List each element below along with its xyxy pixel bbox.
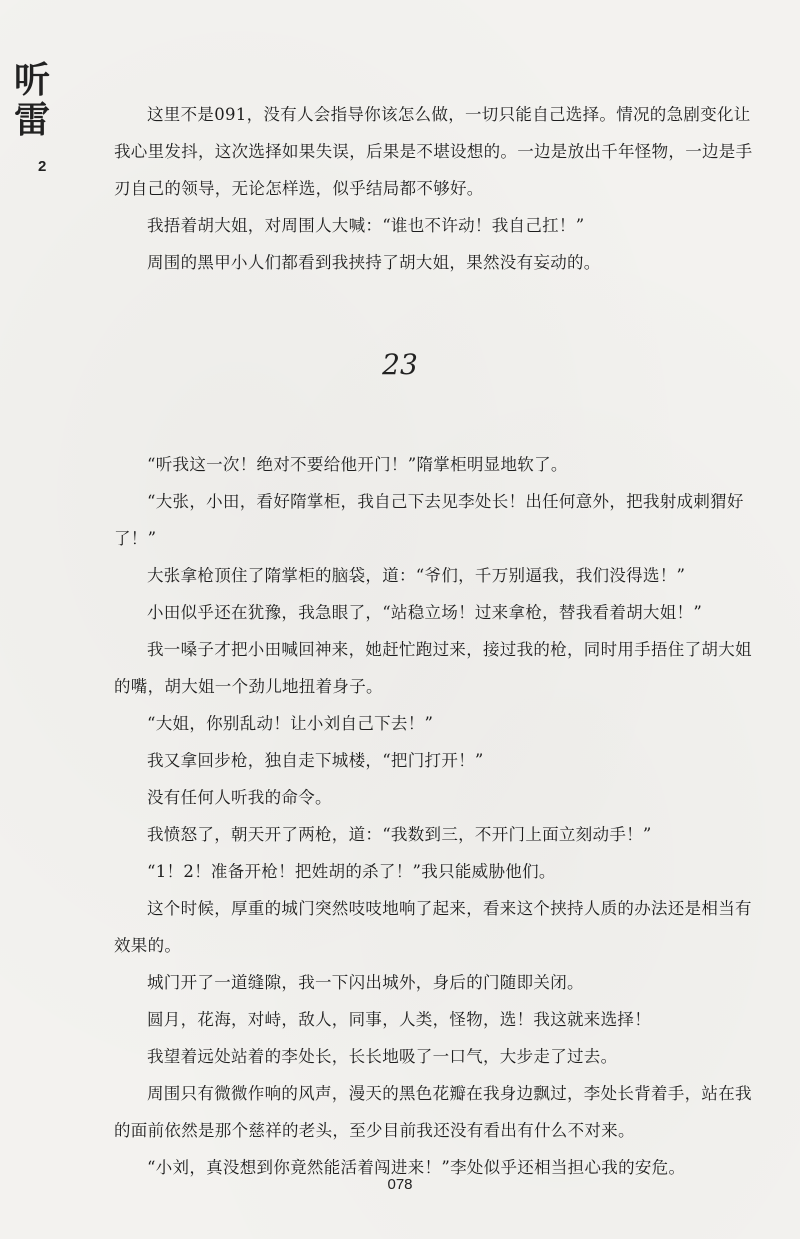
running-header-volume: 2 [38,158,47,175]
paragraph: “大张，小田，看好隋掌柜，我自己下去见李处长！出任何意外，把我射成刺猬好了！” [114,492,744,548]
paragraph: “大姐，你别乱动！让小刘自己下去！” [147,714,434,733]
paragraph: 大张拿枪顶住了隋掌柜的脑袋，道：“爷们，千万别逼我，我们没得选！” [147,566,686,585]
paragraph: “1！2！准备开枪！把姓胡的杀了！”我只能威胁他们。 [147,862,556,881]
paragraph: 周围的黑甲小人们都看到我挟持了胡大姐，果然没有妄动的。 [147,253,601,272]
paragraph: 没有任何人听我的命令。 [147,788,332,807]
paragraph: 周围只有微微作响的风声，漫天的黑色花瓣在我身边飘过，李处长背着手，站在我的面前依然是那个慈祥的老头，至少目前我还没有看出有什么不对来。 [114,1084,752,1140]
paragraph: 我一嗓子才把小田喊回神来，她赶忙跑过来，接过我的枪，同时用手捂住了胡大姐的嘴，胡大姐一个劲儿地扭着身子。 [114,640,752,696]
paragraph: 这个时候，厚重的城门突然吱吱地响了起来，看来这个挟持人质的办法还是相当有效果的。 [114,899,752,955]
page-number: 078 [387,1176,413,1193]
paragraph: “小刘，真没想到你竟然能活着闯进来！”李处似乎还相当担心我的安危。 [147,1158,686,1177]
header-title-char-2: 雷 [13,99,50,141]
paragraph: 我愤怒了，朝天开了两枪，道：“我数到三，不开门上面立刻动手！” [147,825,652,844]
paragraph: “听我这一次！绝对不要给他开门！”隋掌柜明显地软了。 [147,455,568,474]
top-text-block [114,96,754,281]
chapter-number: 23 [382,348,418,381]
paragraph: 我望着远处站着的李处长，长长地吸了一口气，大步走了过去。 [147,1047,618,1066]
paragraph: 我捂着胡大姐，对周围人大喊：“谁也不许动！我自己扛！” [147,216,585,235]
paragraph: 小田似乎还在犹豫，我急眼了，“站稳立场！过来拿枪，替我看着胡大姐！” [147,603,703,622]
paragraph: 我又拿回步枪，独自走下城楼，“把门打开！” [147,751,484,770]
paragraph: 城门开了一道缝隙，我一下闪出城外，身后的门随即关闭。 [147,973,584,992]
running-header-title [8,60,56,140]
paragraph: 这里不是091，没有人会指导你该怎么做，一切只能自己选择。情况的急剧变化让我心里发抖，这次选择如果失误，后果是不堪设想的。一边是放出千年怪物，一边是手刃自己的领导，无论怎样选，似乎结局都不够好。 [114,105,753,198]
header-title-char-1: 听 [13,59,50,101]
paragraph: 圆月，花海，对峙，敌人，同事，人类，怪物，选！我这就来选择！ [147,1010,651,1029]
body-text-block [114,446,754,1186]
